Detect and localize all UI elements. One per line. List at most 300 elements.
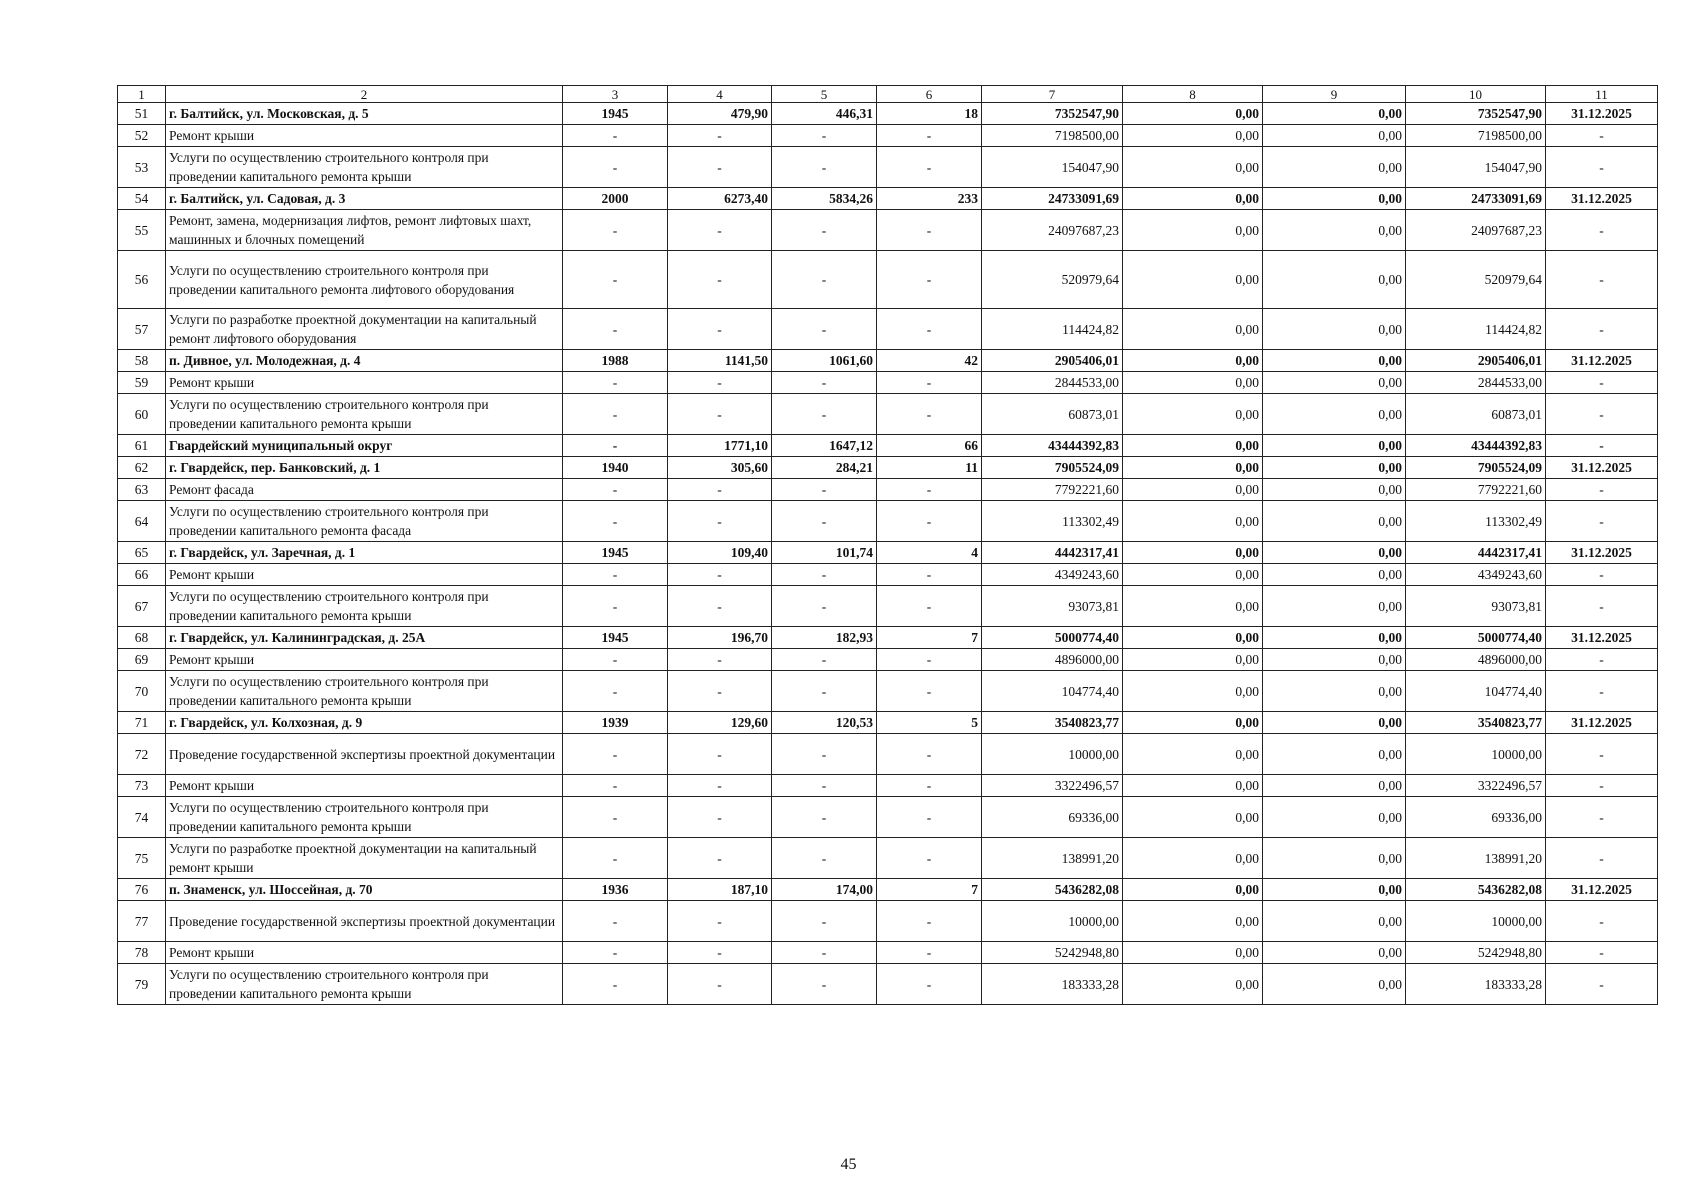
total-cost-cell: 3322496,57 (982, 775, 1123, 797)
header-cell: 1 (118, 86, 166, 103)
living-area-cell: 446,31 (772, 103, 877, 125)
table-row (118, 649, 1658, 671)
table-row (118, 125, 1658, 147)
row-number-cell: 59 (118, 372, 166, 394)
cost-cell: 93073,81 (1406, 586, 1546, 627)
residents-cell: - (877, 479, 982, 501)
residents-cell: - (877, 775, 982, 797)
living-area-cell: 1061,60 (772, 350, 877, 372)
cost-cell: 138991,20 (1406, 838, 1546, 879)
living-area-cell: - (772, 125, 877, 147)
name-cell: Ремонт крыши (166, 775, 563, 797)
cost-cell: 0,00 (1123, 838, 1263, 879)
area-cell: 187,10 (668, 879, 772, 901)
table-row (118, 627, 1658, 649)
total-cost-cell: 7198500,00 (982, 125, 1123, 147)
name-cell: Услуги по осуществлению строительного контроля при проведении капитального ремонта крыши (166, 394, 563, 435)
cost-cell: 43444392,83 (1406, 435, 1546, 457)
deadline-cell: - (1546, 125, 1658, 147)
cost-cell: 60873,01 (1406, 394, 1546, 435)
cost-cell: 0,00 (1123, 797, 1263, 838)
cost-cell: 5000774,40 (1406, 627, 1546, 649)
name-cell: Услуги по осуществлению строительного контроля при проведении капитального ремонта фасада (166, 501, 563, 542)
table-row (118, 435, 1658, 457)
total-cost-cell: 183333,28 (982, 964, 1123, 1005)
living-area-cell: 182,93 (772, 627, 877, 649)
cost-cell: 0,00 (1123, 251, 1263, 309)
residents-cell: - (877, 501, 982, 542)
cost-cell: 0,00 (1263, 435, 1406, 457)
row-number-cell: 64 (118, 501, 166, 542)
table-row (118, 942, 1658, 964)
cost-cell: 0,00 (1263, 372, 1406, 394)
cost-cell: 5436282,08 (1406, 879, 1546, 901)
cost-cell: 0,00 (1263, 210, 1406, 251)
area-cell: - (668, 797, 772, 838)
deadline-cell: 31.12.2025 (1546, 350, 1658, 372)
header-cell: 4 (668, 86, 772, 103)
year-cell: 1945 (563, 542, 668, 564)
area-cell: - (668, 147, 772, 188)
residents-cell: 7 (877, 627, 982, 649)
living-area-cell: - (772, 964, 877, 1005)
deadline-cell: 31.12.2025 (1546, 879, 1658, 901)
residents-cell: 4 (877, 542, 982, 564)
deadline-cell: - (1546, 964, 1658, 1005)
header-cell: 9 (1263, 86, 1406, 103)
total-cost-cell: 60873,01 (982, 394, 1123, 435)
cost-cell: 520979,64 (1406, 251, 1546, 309)
residents-cell: - (877, 394, 982, 435)
table-row (118, 372, 1658, 394)
residents-cell: 7 (877, 879, 982, 901)
row-number-cell: 60 (118, 394, 166, 435)
cost-cell: 0,00 (1123, 901, 1263, 942)
area-cell: - (668, 125, 772, 147)
residents-cell: - (877, 838, 982, 879)
row-number-cell: 55 (118, 210, 166, 251)
residents-cell: - (877, 649, 982, 671)
residents-cell: - (877, 734, 982, 775)
year-cell: 1945 (563, 103, 668, 125)
area-cell: 129,60 (668, 712, 772, 734)
residents-cell: - (877, 251, 982, 309)
living-area-cell: - (772, 775, 877, 797)
residents-cell: - (877, 671, 982, 712)
cost-cell: 0,00 (1123, 350, 1263, 372)
row-number-cell: 63 (118, 479, 166, 501)
cost-cell: 69336,00 (1406, 797, 1546, 838)
living-area-cell: - (772, 394, 877, 435)
cost-cell: 0,00 (1123, 942, 1263, 964)
column-number-header (118, 86, 1658, 103)
cost-cell: 0,00 (1123, 479, 1263, 501)
cost-cell: 154047,90 (1406, 147, 1546, 188)
total-cost-cell: 93073,81 (982, 586, 1123, 627)
living-area-cell: 101,74 (772, 542, 877, 564)
cost-cell: 0,00 (1263, 457, 1406, 479)
year-cell: - (563, 479, 668, 501)
year-cell: - (563, 394, 668, 435)
deadline-cell: - (1546, 501, 1658, 542)
cost-cell: 0,00 (1263, 251, 1406, 309)
cost-cell: 0,00 (1263, 309, 1406, 350)
area-cell: - (668, 775, 772, 797)
deadline-cell: - (1546, 394, 1658, 435)
area-cell: 1141,50 (668, 350, 772, 372)
year-cell: - (563, 501, 668, 542)
cost-cell: 0,00 (1263, 964, 1406, 1005)
row-number-cell: 74 (118, 797, 166, 838)
living-area-cell: 5834,26 (772, 188, 877, 210)
deadline-cell: - (1546, 479, 1658, 501)
year-cell: 1988 (563, 350, 668, 372)
name-cell: г. Балтийск, ул. Садовая, д. 3 (166, 188, 563, 210)
cost-cell: 0,00 (1263, 627, 1406, 649)
cost-cell: 0,00 (1263, 350, 1406, 372)
row-number-cell: 52 (118, 125, 166, 147)
row-number-cell: 61 (118, 435, 166, 457)
cost-cell: 104774,40 (1406, 671, 1546, 712)
residents-cell: - (877, 964, 982, 1005)
living-area-cell: - (772, 797, 877, 838)
year-cell: - (563, 564, 668, 586)
name-cell: Услуги по осуществлению строительного контроля при проведении капитального ремонта лифтового оборудования (166, 251, 563, 309)
residents-cell: - (877, 797, 982, 838)
residents-cell: - (877, 942, 982, 964)
header-cell: 11 (1546, 86, 1658, 103)
row-number-cell: 65 (118, 542, 166, 564)
table-row (118, 210, 1658, 251)
deadline-cell: 31.12.2025 (1546, 542, 1658, 564)
cost-cell: 0,00 (1123, 964, 1263, 1005)
total-cost-cell: 113302,49 (982, 501, 1123, 542)
year-cell: - (563, 964, 668, 1005)
area-cell: 109,40 (668, 542, 772, 564)
cost-cell: 0,00 (1263, 838, 1406, 879)
name-cell: Услуги по осуществлению строительного контроля при проведении капитального ремонта крыши (166, 964, 563, 1005)
name-cell: Ремонт фасада (166, 479, 563, 501)
area-cell: - (668, 901, 772, 942)
deadline-cell: - (1546, 942, 1658, 964)
row-number-cell: 73 (118, 775, 166, 797)
year-cell: 1940 (563, 457, 668, 479)
cost-cell: 4442317,41 (1406, 542, 1546, 564)
living-area-cell: - (772, 586, 877, 627)
total-cost-cell: 4349243,60 (982, 564, 1123, 586)
cost-cell: 7905524,09 (1406, 457, 1546, 479)
living-area-cell: - (772, 901, 877, 942)
area-cell: - (668, 838, 772, 879)
residents-cell: - (877, 125, 982, 147)
area-cell: - (668, 479, 772, 501)
name-cell: Ремонт крыши (166, 125, 563, 147)
table-row (118, 542, 1658, 564)
total-cost-cell: 114424,82 (982, 309, 1123, 350)
area-cell: - (668, 586, 772, 627)
residents-cell: 5 (877, 712, 982, 734)
area-cell: - (668, 309, 772, 350)
total-cost-cell: 4442317,41 (982, 542, 1123, 564)
header-cell: 6 (877, 86, 982, 103)
cost-cell: 0,00 (1123, 542, 1263, 564)
living-area-cell: 174,00 (772, 879, 877, 901)
deadline-cell: - (1546, 797, 1658, 838)
document-sheet (117, 85, 1657, 1005)
living-area-cell: - (772, 564, 877, 586)
total-cost-cell: 24097687,23 (982, 210, 1123, 251)
table-row (118, 394, 1658, 435)
row-number-cell: 57 (118, 309, 166, 350)
cost-cell: 0,00 (1263, 775, 1406, 797)
name-cell: Проведение государственной экспертизы проектной документации (166, 901, 563, 942)
residents-cell: - (877, 210, 982, 251)
cost-cell: 0,00 (1123, 501, 1263, 542)
deadline-cell: - (1546, 775, 1658, 797)
year-cell: 2000 (563, 188, 668, 210)
table-row (118, 797, 1658, 838)
cost-cell: 0,00 (1263, 147, 1406, 188)
year-cell: - (563, 147, 668, 188)
deadline-cell: - (1546, 838, 1658, 879)
cost-cell: 5242948,80 (1406, 942, 1546, 964)
cost-cell: 7198500,00 (1406, 125, 1546, 147)
row-number-cell: 76 (118, 879, 166, 901)
living-area-cell: - (772, 210, 877, 251)
header-cell: 3 (563, 86, 668, 103)
cost-cell: 24733091,69 (1406, 188, 1546, 210)
table-row (118, 671, 1658, 712)
deadline-cell: - (1546, 586, 1658, 627)
page-number: 45 (840, 1156, 857, 1173)
total-cost-cell: 24733091,69 (982, 188, 1123, 210)
residents-cell: - (877, 309, 982, 350)
name-cell: Ремонт, замена, модернизация лифтов, ремонт лифтовых шахт, машинных и блочных помещений (166, 210, 563, 251)
repair-program-table (117, 85, 1658, 1005)
cost-cell: 4349243,60 (1406, 564, 1546, 586)
name-cell: Проведение государственной экспертизы проектной документации (166, 734, 563, 775)
cost-cell: 0,00 (1263, 901, 1406, 942)
table-row (118, 501, 1658, 542)
area-cell: - (668, 671, 772, 712)
residents-cell: 18 (877, 103, 982, 125)
year-cell: - (563, 797, 668, 838)
area-cell: - (668, 251, 772, 309)
living-area-cell: - (772, 251, 877, 309)
area-cell: 479,90 (668, 103, 772, 125)
header-cell: 10 (1406, 86, 1546, 103)
table-row (118, 309, 1658, 350)
total-cost-cell: 2905406,01 (982, 350, 1123, 372)
year-cell: - (563, 125, 668, 147)
area-cell: - (668, 564, 772, 586)
year-cell: - (563, 435, 668, 457)
name-cell: г. Балтийск, ул. Московская, д. 5 (166, 103, 563, 125)
total-cost-cell: 7792221,60 (982, 479, 1123, 501)
table-row (118, 901, 1658, 942)
header-cell: 5 (772, 86, 877, 103)
year-cell: - (563, 309, 668, 350)
total-cost-cell: 4896000,00 (982, 649, 1123, 671)
table-row (118, 479, 1658, 501)
total-cost-cell: 104774,40 (982, 671, 1123, 712)
cost-cell: 0,00 (1263, 564, 1406, 586)
name-cell: Гвардейский муниципальный округ (166, 435, 563, 457)
name-cell: Ремонт крыши (166, 564, 563, 586)
cost-cell: 0,00 (1123, 188, 1263, 210)
cost-cell: 0,00 (1263, 586, 1406, 627)
deadline-cell: - (1546, 210, 1658, 251)
living-area-cell: - (772, 479, 877, 501)
cost-cell: 0,00 (1263, 394, 1406, 435)
cost-cell: 0,00 (1263, 734, 1406, 775)
row-number-cell: 54 (118, 188, 166, 210)
cost-cell: 7352547,90 (1406, 103, 1546, 125)
row-number-cell: 77 (118, 901, 166, 942)
cost-cell: 0,00 (1123, 775, 1263, 797)
cost-cell: 0,00 (1263, 501, 1406, 542)
name-cell: г. Гвардейск, ул. Калининградская, д. 25А (166, 627, 563, 649)
cost-cell: 0,00 (1263, 103, 1406, 125)
area-cell: - (668, 372, 772, 394)
area-cell: - (668, 649, 772, 671)
cost-cell: 0,00 (1123, 564, 1263, 586)
row-number-cell: 68 (118, 627, 166, 649)
year-cell: - (563, 210, 668, 251)
cost-cell: 7792221,60 (1406, 479, 1546, 501)
row-number-cell: 66 (118, 564, 166, 586)
cost-cell: 10000,00 (1406, 901, 1546, 942)
name-cell: п. Знаменск, ул. Шоссейная, д. 70 (166, 879, 563, 901)
total-cost-cell: 10000,00 (982, 901, 1123, 942)
area-cell: 196,70 (668, 627, 772, 649)
row-number-cell: 58 (118, 350, 166, 372)
living-area-cell: 1647,12 (772, 435, 877, 457)
deadline-cell: - (1546, 309, 1658, 350)
deadline-cell: - (1546, 901, 1658, 942)
table-row (118, 734, 1658, 775)
cost-cell: 0,00 (1263, 542, 1406, 564)
year-cell: - (563, 901, 668, 942)
table-row (118, 188, 1658, 210)
row-number-cell: 72 (118, 734, 166, 775)
living-area-cell: - (772, 734, 877, 775)
cost-cell: 0,00 (1263, 879, 1406, 901)
table-row (118, 879, 1658, 901)
name-cell: Ремонт крыши (166, 649, 563, 671)
living-area-cell: - (772, 309, 877, 350)
cost-cell: 0,00 (1123, 879, 1263, 901)
residents-cell: - (877, 147, 982, 188)
cost-cell: 3322496,57 (1406, 775, 1546, 797)
table-row (118, 964, 1658, 1005)
total-cost-cell: 7905524,09 (982, 457, 1123, 479)
residents-cell: 11 (877, 457, 982, 479)
residents-cell: - (877, 564, 982, 586)
year-cell: 1945 (563, 627, 668, 649)
year-cell: - (563, 775, 668, 797)
table-row (118, 103, 1658, 125)
name-cell: Ремонт крыши (166, 942, 563, 964)
deadline-cell: - (1546, 435, 1658, 457)
name-cell: Услуги по разработке проектной документации на капитальный ремонт лифтового оборудования (166, 309, 563, 350)
year-cell: - (563, 649, 668, 671)
cost-cell: 0,00 (1123, 125, 1263, 147)
area-cell: 1771,10 (668, 435, 772, 457)
cost-cell: 0,00 (1123, 712, 1263, 734)
residents-cell: - (877, 586, 982, 627)
year-cell: 1936 (563, 879, 668, 901)
area-cell: 305,60 (668, 457, 772, 479)
cost-cell: 4896000,00 (1406, 649, 1546, 671)
cost-cell: 0,00 (1263, 797, 1406, 838)
cost-cell: 0,00 (1123, 147, 1263, 188)
area-cell: - (668, 942, 772, 964)
cost-cell: 2905406,01 (1406, 350, 1546, 372)
name-cell: г. Гвардейск, ул. Колхозная, д. 9 (166, 712, 563, 734)
total-cost-cell: 5436282,08 (982, 879, 1123, 901)
table-row (118, 775, 1658, 797)
row-number-cell: 51 (118, 103, 166, 125)
living-area-cell: - (772, 671, 877, 712)
table-row (118, 712, 1658, 734)
total-cost-cell: 3540823,77 (982, 712, 1123, 734)
deadline-cell: - (1546, 671, 1658, 712)
row-number-cell: 71 (118, 712, 166, 734)
cost-cell: 183333,28 (1406, 964, 1546, 1005)
area-cell: - (668, 210, 772, 251)
total-cost-cell: 69336,00 (982, 797, 1123, 838)
living-area-cell: 284,21 (772, 457, 877, 479)
residents-cell: 66 (877, 435, 982, 457)
residents-cell: 233 (877, 188, 982, 210)
deadline-cell: 31.12.2025 (1546, 103, 1658, 125)
deadline-cell: - (1546, 734, 1658, 775)
header-cell: 8 (1123, 86, 1263, 103)
cost-cell: 0,00 (1263, 671, 1406, 712)
table-body (118, 86, 1658, 1005)
total-cost-cell: 154047,90 (982, 147, 1123, 188)
area-cell: - (668, 734, 772, 775)
cost-cell: 0,00 (1123, 627, 1263, 649)
cost-cell: 0,00 (1123, 457, 1263, 479)
row-number-cell: 78 (118, 942, 166, 964)
living-area-cell: - (772, 501, 877, 542)
year-cell: - (563, 671, 668, 712)
living-area-cell: 120,53 (772, 712, 877, 734)
total-cost-cell: 5242948,80 (982, 942, 1123, 964)
cost-cell: 3540823,77 (1406, 712, 1546, 734)
deadline-cell: 31.12.2025 (1546, 457, 1658, 479)
year-cell: - (563, 251, 668, 309)
name-cell: Услуги по разработке проектной документации на капитальный ремонт крыши (166, 838, 563, 879)
year-cell: - (563, 734, 668, 775)
table-row (118, 457, 1658, 479)
row-number-cell: 69 (118, 649, 166, 671)
living-area-cell: - (772, 147, 877, 188)
total-cost-cell: 43444392,83 (982, 435, 1123, 457)
cost-cell: 0,00 (1123, 671, 1263, 712)
row-number-cell: 75 (118, 838, 166, 879)
table-row (118, 586, 1658, 627)
cost-cell: 0,00 (1123, 210, 1263, 251)
area-cell: - (668, 501, 772, 542)
row-number-cell: 79 (118, 964, 166, 1005)
total-cost-cell: 5000774,40 (982, 627, 1123, 649)
year-cell: - (563, 372, 668, 394)
deadline-cell: - (1546, 649, 1658, 671)
header-cell: 7 (982, 86, 1123, 103)
